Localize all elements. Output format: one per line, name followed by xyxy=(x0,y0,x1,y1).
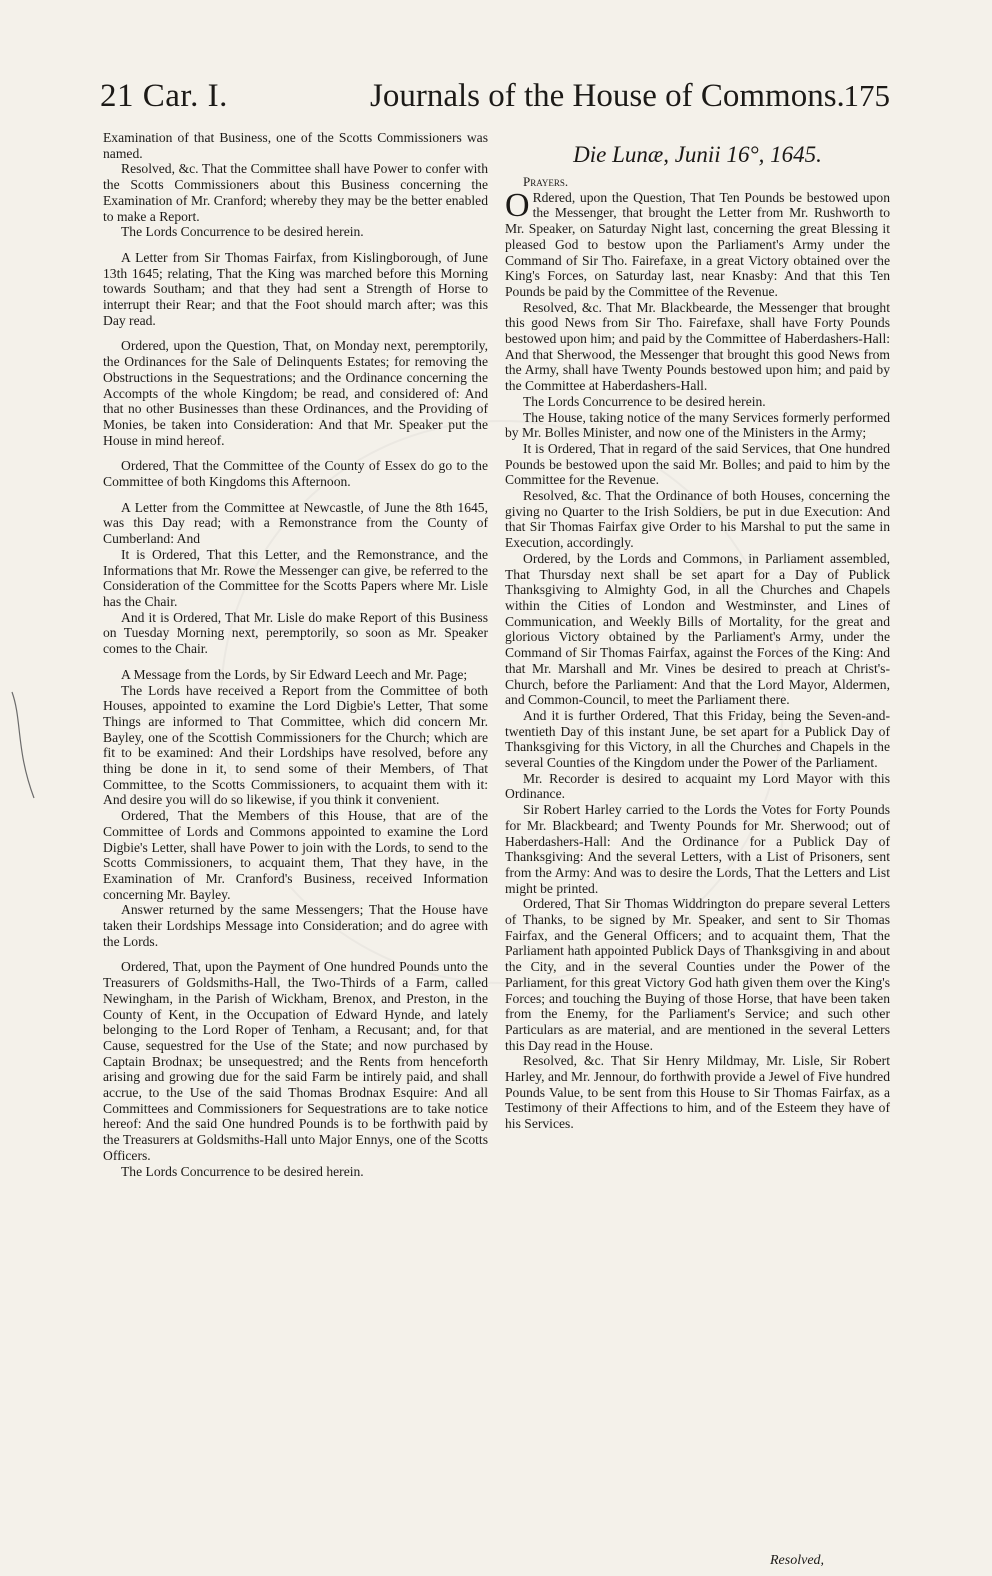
paragraph: Ordered, That the Members of this House, that are of the Committee of Lords and Commons appointed to examine the Lord Digbie's Letter, shall have Power to join with the Lords, to send to the Scotts Commissioners, to acquaint them, That they have, in the Examination of Mr. Cranford's Business, received Information concerning Mr. Bayley. xyxy=(103,808,488,902)
paragraph: The Lords Concurrence to be desired herein. xyxy=(121,224,364,240)
date-heading: Die Lunæ, Junii 16°, 1645. xyxy=(573,142,822,167)
paragraph: The Lords Concurrence to be desired herein. xyxy=(523,393,766,409)
paragraph: Examination of that Business, one of the Scotts Commissioners was named. xyxy=(103,130,488,161)
paragraph: Ordered, That the Committee of the County of Essex do go to the Committee of both Kingdoms this Afternoon. xyxy=(103,458,488,490)
first-paragraph-text: Rdered, upon the Question, That Ten Pounds be bestowed upon the Messenger, that brought the Letter from Mr. Rushworth to Mr. Speaker, on Saturday Night last, concerning the great Blessing it pleased God to bestow upon the Parliament's Army under the Command of Sir Tho. Fairefaxe, in a great Victory obtained over the King's Forces, on Saturday last, near Knasby: And that this Ten Pounds be paid by the Committee of the Revenue. xyxy=(505,189,890,299)
right-column xyxy=(505,130,890,1132)
paragraph: And it is Ordered, That Mr. Lisle do make Report of this Business on Tuesday Morning next, peremptorily, so soon as Mr. Speaker comes to the Chair. xyxy=(103,609,488,657)
page-number: 175 xyxy=(843,78,890,113)
catchword: Resolved, xyxy=(770,1553,825,1568)
paragraph: Answer returned by the same Messengers; That the House have taken their Lordships Message into Consideration; and do agree with the Lords. xyxy=(103,902,488,949)
paragraph: It is Ordered, That this Letter, and the Remonstrance, and the Informations that Mr. Rowe the Messenger can give, be referred to the Consideration of the Committee for the Scotts Papers where Mr. Lisle has the Chair. xyxy=(103,546,488,609)
page-header xyxy=(100,78,890,128)
drop-capital: O xyxy=(505,186,530,224)
paragraph: It is Ordered, That in regard of the said Services, that One hundred Pounds be bestowed upon the said Mr. Bolles; and paid to him by the Committee for the Revenue. xyxy=(505,440,890,488)
first-paragraph xyxy=(505,186,890,300)
regnal-year: 21 Car. I. xyxy=(100,78,228,114)
paragraph: And it is further Ordered, That this Friday, being the Seven-and-twentieth Day of this instant June, be set apart for a Publick Day of Thanksgiving for this Victory, in all the Churches and Chapels in the several Counties of the Kingdom under the Power of the Parliament. xyxy=(505,707,890,771)
paragraph: Resolved, &c. That Mr. Blackbearde, the Messenger that brought this good News from Sir Tho. Fairefaxe, shall have Forty Pounds bestowed upon him; and paid by the Committee of Haberdashers-Hall: And that Sherwood, the Messenger that brought this good News from the Army, shall have Twenty Pounds bestowed upon him; and paid by the Committee at Haberdashers-Hall. xyxy=(505,299,890,394)
paragraph: Ordered, That, upon the Payment of One hundred Pounds unto the Treasurers of Goldsmiths-Hall, the Two-Thirds of a Farm, called Newingham, in the Parish of Wickham, Brenox, and Preston, in the County of Kent, in the Occupation of Edward Hynde, and lately belonging to the Lord Roper of Tenham, a Recusant; and, for that Cause, sequestred for the Use of the State; and now purchased by Captain Brodnax; be unsequestred; and the Rents from henceforth arising and growing due for the said Farm be intirely paid, and shall accrue, to the Use of the said Thomas Brodnax Esquire: And all Committees and Commissioners for Sequestrations are to take notice hereof: And the said One hundred Pounds is to be forthwith paid by the Treasurers at Goldsmiths-Hall unto Major Ennys, one of the Scotts Officers. xyxy=(103,959,488,1163)
paragraph: Resolved, &c. That Sir Henry Mildmay, Mr. Lisle, Sir Robert Harley, and Mr. Jennour, do forthwith provide a Jewel of Five hundred Pounds Value, to be sent from this House to Sir Thomas Fairfax, as a Testimony of their Affections to him, and of the Esteem they have of his Services. xyxy=(505,1053,890,1132)
paragraph: Ordered, That Sir Thomas Widdrington do prepare several Letters of Thanks, to be signed by Mr. Speaker, and sent to Sir Thomas Fairfax, and the General Officers; and to acquaint them, That the Parliament hath appointed Publick Days of Thanksgiving in and about the City, and in the several Counties under the Power of the Parliament, for this great Victory God hath given them over the King's Forces; and touching the Buying of those Horse, that have been taken from the Enemy, for the Parliament's Service; and such other Particulars as are material, and are mentioned in the several Letters this Day read in the House. xyxy=(505,896,890,1053)
paragraph: Mr. Recorder is desired to acquaint my Lord Mayor with this Ordinance. xyxy=(505,770,890,802)
paragraph: Resolved, &c. That the Ordinance of both Houses, concerning the giving no Quarter to the Irish Soldiers, be put in due Execution: And that Sir Thomas Fairfax give Order to his Marshal to put the same in Execution, accordingly. xyxy=(505,488,890,551)
paragraph: A Letter from the Committee at Newcastle, of June the 8th 1645, was this Day read; with a Remonstrance from the County of Cumberland: And xyxy=(103,499,488,547)
paragraph: A Message from the Lords, by Sir Edward Leech and Mr. Page; xyxy=(121,666,468,682)
margin-ink-stroke xyxy=(8,690,38,800)
paragraph: A Letter from Sir Thomas Fairfax, from Kislingborough, of June 13th 1645; relating, That the King was marched before this Morning towards Southam; and that they had sent a Strength of Horse to interrupt their Rear; and that the Foot should march after; was this Day read. xyxy=(103,249,488,328)
left-column xyxy=(103,130,488,1179)
paragraph: Ordered, upon the Question, That, on Monday next, peremptorily, the Ordinances for the Sale of Delinquents Estates; for removing the Obstructions in the Sequestrations; and the Ordinance concerning the Accompts of the whole Kingdom; be read, and considered of: And that no other Businesses than these Ordinances, and the Providing of Monies, be taken into Consideration: And that Mr. Speaker put the House in mind hereof. xyxy=(103,338,488,448)
paragraph: Resolved, &c. That the Committee shall have Power to confer with the Scotts Commissioners about this Business concerning the Examination of Mr. Cranford; whereby they may be the better enabled to make a Report. xyxy=(103,161,488,224)
paragraph: The Lords Concurrence to be desired herein. xyxy=(121,1163,364,1179)
paragraph: Ordered, by the Lords and Commons, in Parliament assembled, That Thursday next shall be set apart for a Day of Publick Thanksgiving to Almighty God, in all the Churches and Chapels within the Cities of London and Westminster, and Lines of Communication, and Weekly Bills of Mortality, for the great and glorious Victory obtained by the Parliament's Army, under the Command of Sir Thomas Fairfax, against the Forces of the King: And that Mr. Marshall and Mr. Vines be desired to preach at Christ's-Church, before the Parliament: And that the Lord Mayor, Aldermen, and Common-Council, to meet the Parliament there. xyxy=(505,550,890,708)
prayers-label: Prayers. xyxy=(523,174,569,189)
paragraph: The House, taking notice of the many Services formerly performed by Mr. Bolles Minister, and now one of the Ministers in the Army; xyxy=(505,409,890,441)
paragraph: Sir Robert Harley carried to the Lords the Votes for Forty Pounds for Mr. Blackbeard; and Twenty Pounds for Mr. Sherwood; out of Haberdashers-Hall: And the Ordinance for a Publick Day of Thanksgiving: And the several Letters, with a List of Prisoners, sent from the Army: And was to desire the Lords, That the Letters and List might be printed. xyxy=(505,802,890,896)
paragraph: The Lords have received a Report from the Committee of both Houses, appointed to examine the Lord Digbie's Letter, That some Things are informed to That Committee, which did concern Mr. Bayley, one of the Scottish Commissioners for the Church; which are fit to be examined: And their Lordships have resolved, before any thing be done in it, to send some of their Members, of That Committee, to the Scotts Commissioners, to acquaint them with it: And desire you will do so likewise, if you think it convenient. xyxy=(103,682,488,808)
journal-title: Journals of the House of Commons. xyxy=(370,78,845,114)
